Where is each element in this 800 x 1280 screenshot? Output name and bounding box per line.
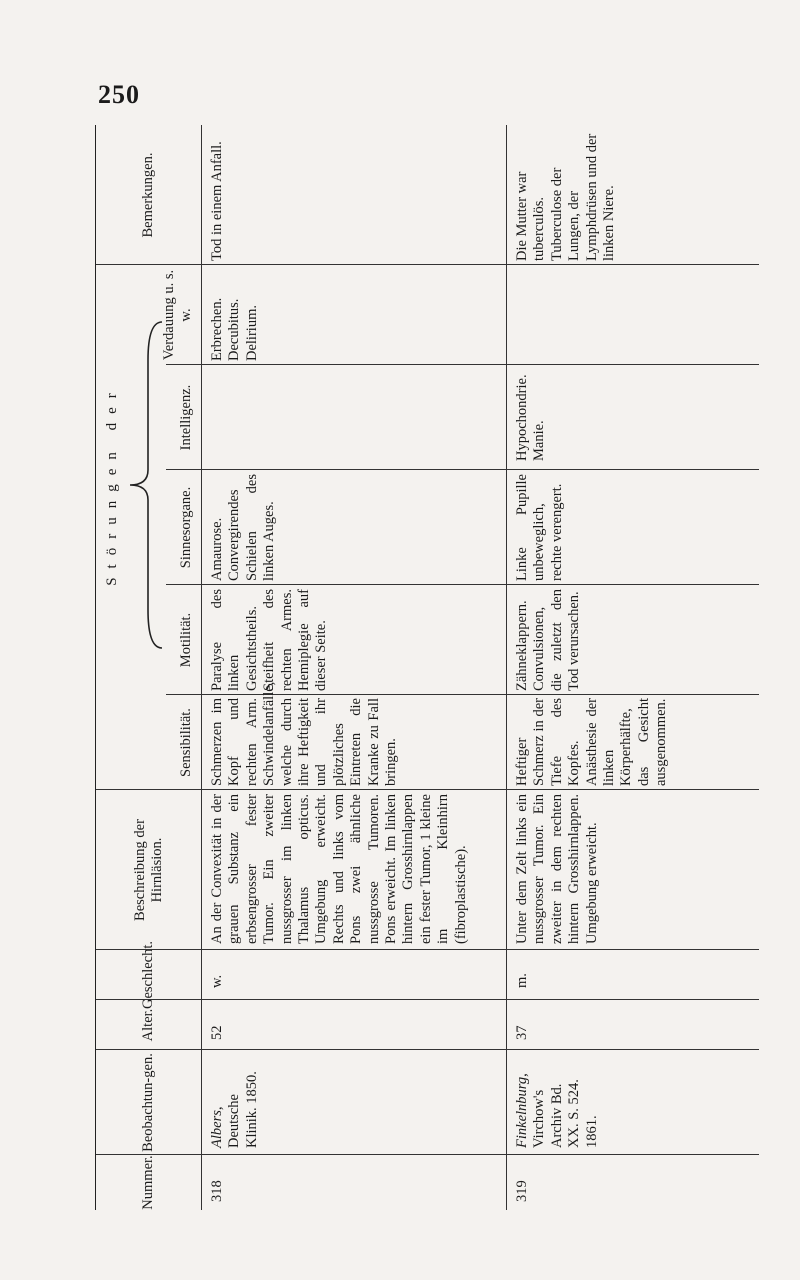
row-319-sensibilitat: Heftiger Schmerz in der Tiefe des Kopfes. Anästhesie der linken Körperhälfte, das Gesicht ausgenommen. — [514, 698, 670, 786]
column-divider — [96, 949, 759, 950]
page-number: 250 — [98, 80, 140, 109]
header-motilitat: Motilität. — [178, 612, 194, 668]
header-divider — [201, 125, 202, 1210]
header-intelligenz: Intelligenz. — [178, 384, 194, 451]
column-divider — [96, 1154, 759, 1155]
row-319-alter: 37 — [514, 1025, 530, 1040]
header-alter: Alter. — [140, 1008, 156, 1042]
header-beschreibung: Beschreibung der Hirnläsion. — [131, 819, 165, 921]
row-318-source: Deutsche Klinik. 1850. — [226, 1071, 260, 1148]
column-divider — [96, 999, 759, 1000]
row-319-nummer: 319 — [514, 1180, 530, 1202]
row-318-sinnesorgane: Amaurose. Convergirendes Schielen des linken Auges. — [209, 474, 278, 581]
case-table — [95, 125, 759, 1210]
row-319-author: Finkelnburg, — [514, 1073, 530, 1148]
column-divider — [166, 469, 759, 470]
column-divider — [96, 789, 759, 790]
header-nummer: Nummer. — [140, 1155, 156, 1210]
row-319-geschlecht: m. — [514, 973, 530, 988]
row-318-geschlecht: w. — [209, 974, 225, 988]
row-318-verdauung: Erbrechen. Decubitus. Delirium. — [209, 297, 260, 361]
row-318-beobachtung — [209, 1056, 261, 1148]
row-318-author: Albers, — [209, 1106, 225, 1148]
header-sensibilitat: Sensibilität. — [178, 708, 194, 777]
row-divider — [506, 125, 507, 1210]
header-verdauung: Verdauung u. s. w. — [161, 269, 194, 361]
header-beobachtungen: Beobachtun-gen. — [140, 1053, 156, 1152]
row-319-motilitat: Zähneklappern. Convulsionen, die zuletzt den Tod verursachen. — [514, 589, 583, 691]
header-geschlecht: Geschlecht. — [140, 940, 156, 1010]
row-318-alter: 52 — [209, 1025, 225, 1040]
header-bemerkungen: Bemerkungen. — [140, 152, 156, 238]
row-319-source: Virchow's Archiv Bd. XX. S. 524. 1861. — [531, 1079, 600, 1148]
row-319-sinnesorgane: Linke Pupille unbeweglich, rechte verengert. — [514, 474, 565, 581]
column-divider — [166, 364, 759, 365]
row-318-motilitat: Paralyse des linken Gesichtstheils. Steifheit des rechten Armes. Hemiplegie auf dieser Seite. — [209, 589, 330, 691]
column-divider — [96, 264, 759, 265]
column-divider — [166, 584, 759, 585]
row-319-beschreibung: Unter dem Zelt links ein nussgrosser Tumor. Ein zweiter in dem rechten hintern Grosshirnlappen. Umgebung erweicht. — [514, 794, 600, 944]
row-318-sensibilitat: Schmerzen im Kopf und rechten Arm. Schwindelanfälle, welche durch ihre Heftigkeit und ihr plötzliches Eintreten die Kranke zu Fall bringen. — [209, 681, 400, 786]
row-319-intelligenz: Hypochondrie. Manie. — [514, 374, 548, 461]
header-sinnesorgane: Sinnesorgane. — [178, 486, 194, 569]
column-divider — [96, 1049, 759, 1050]
row-319-beobachtung — [514, 1056, 601, 1148]
row-319-bemerkungen: Die Mutter war tuberculös. Tuberculose der Lungen, der Lymphdrüsen und der linken Niere. — [514, 133, 618, 261]
row-318-beschreibung: An der Convexität in der grauen Substanz ein erbsengrosser fester Tumor. Ein zweiter nussgrosser im linken Thalamus opticus. Umgebung erweicht. Rechts und links vom Pons zwei ähnliche nussgrosse Tumoren. Pons erweicht. Im linken hintern Grosshirnlappen ein fester Tumor, 1 kleine im Kleinhirn (fibroplastische). — [209, 794, 469, 944]
row-318-nummer: 318 — [209, 1180, 225, 1202]
header-storungen: Störungen der — [104, 384, 120, 586]
column-divider — [166, 694, 759, 695]
row-318-bemerkungen: Tod in einem Anfall. — [209, 141, 225, 261]
